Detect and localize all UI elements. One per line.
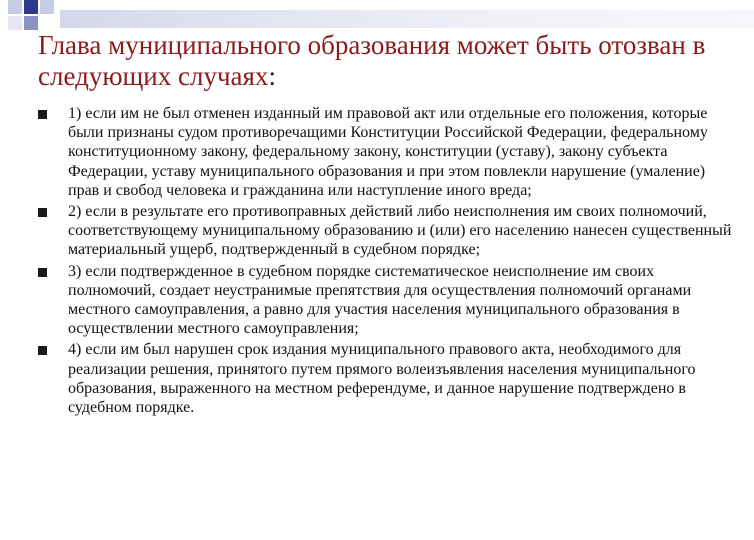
bullet-list	[38, 104, 738, 419]
square-bullet-icon	[38, 268, 47, 277]
deco-square	[24, 16, 38, 30]
deco-bar	[60, 10, 754, 28]
bullet-text: 2) если в результате его противоправных действий либо неисполнения им своих полномочий, соответствующему муниципальному образованию и (или) его населению нанесен существенный материальный ущерб, подтвержденный в судебном порядке;	[68, 203, 732, 259]
bullet-text: 3) если подтвержденное в судебном порядке систематическое неисполнение им своих полномочий, создает неустранимые препятствия для осуществления полномочий органами местного самоуправления, а равно для участия населения муниципального образования в осуществлении местного самоуправления;	[68, 262, 692, 338]
bullet-text: 1) если им не был отменен изданный им правовой акт или отдельные его положения, которые были признаны судом противоречащими Конституции Российской Федерации, федеральному конституционному закону, федеральному закону, конституции (уставу), закону субъекта Федерации, уставу муниципального образования и при этом повлекли нарушение (умаление) прав и свобод человека и гражданина или наступление иного вреда;	[68, 105, 708, 199]
bullet-item	[38, 104, 738, 200]
deco-square	[24, 0, 38, 14]
slide-title	[38, 30, 738, 92]
bullet-item	[38, 340, 738, 417]
square-bullet-icon	[38, 208, 47, 217]
slide-title-colon: :	[268, 61, 276, 91]
deco-square	[8, 0, 22, 14]
square-bullet-icon	[38, 346, 47, 355]
deco-square	[40, 0, 54, 14]
bullet-text: 4) если им был нарушен срок издания муниципального правового акта, необходимого для реализации решения, принятого путем прямого волеизъявления населения муниципального образования, выраженного на местном референдуме, и данное нарушение подтверждено в судебном порядке.	[68, 341, 696, 417]
square-bullet-icon	[38, 110, 47, 119]
deco-square	[8, 16, 22, 30]
bullet-item	[38, 202, 738, 260]
bullet-item	[38, 262, 738, 339]
slide-title-text: Глава муниципального образования может быть отозван в следующих случаях	[38, 30, 706, 91]
